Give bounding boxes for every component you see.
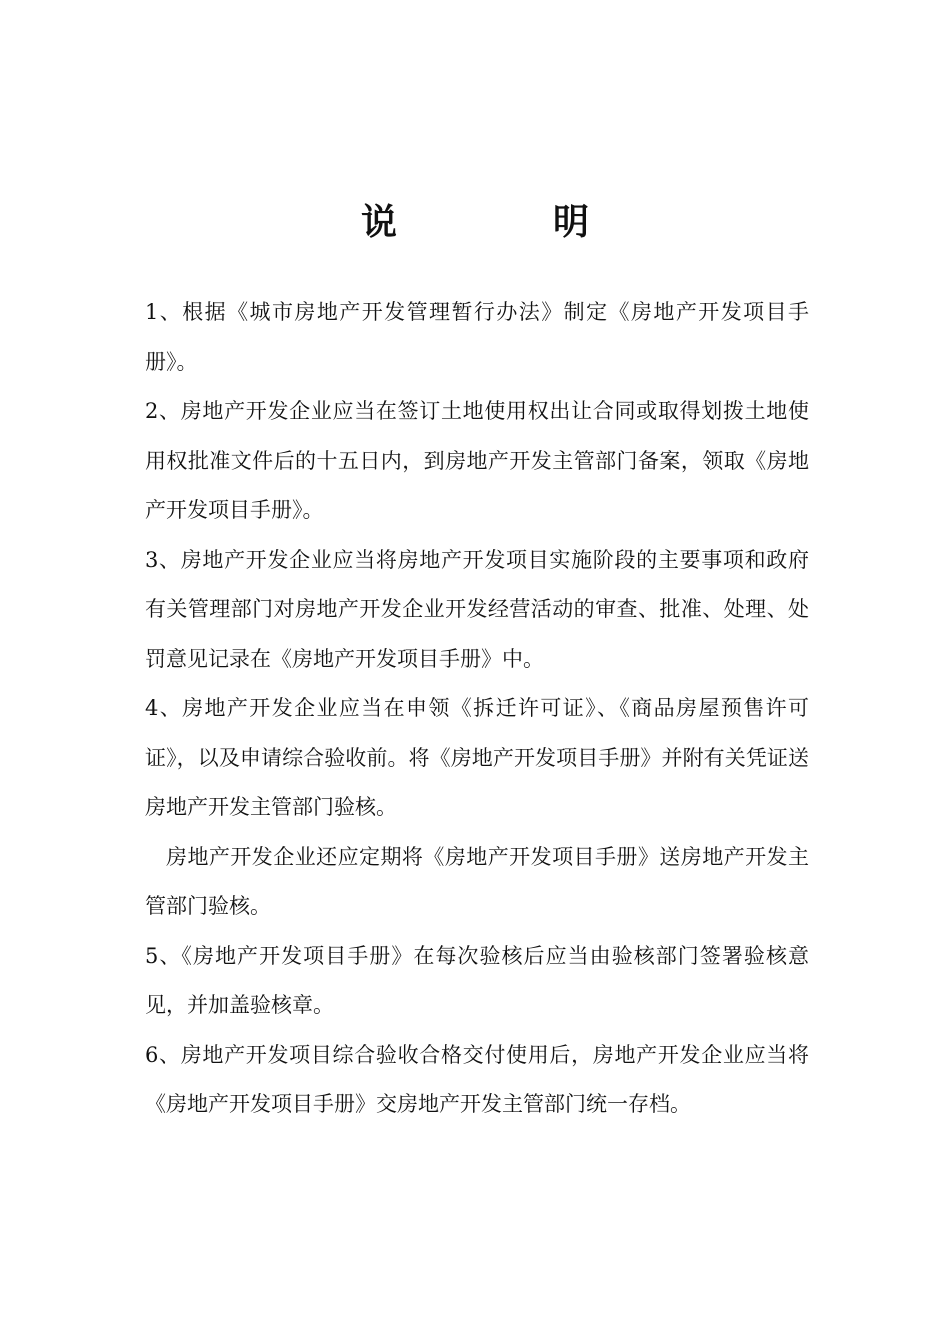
paragraph-6: 6、房地产开发项目综合验收合格交付使用后，房地产开发企业应当将《房地产开发项目手册》交房地产开发主管部门统一存档。: [145, 1042, 809, 1116]
paragraph-2: 2、房地产开发企业应当在签订土地使用权出让合同或取得划拨土地使用权批准文件后的十五日内，到房地产开发主管部门备案，领取《房地产开发项目手册》。: [145, 399, 809, 522]
paragraph-5: 5、《房地产开发项目手册》在每次验核后应当由验核部门签署验核意见，并加盖验核章。: [145, 943, 809, 1017]
paragraph-3: 3、房地产开发企业应当将房地产开发项目实施阶段的主要事项和政府有关管理部门对房地产开发企业开发经营活动的审查、批准、处理、处罚意见记录在《房地产开发项目手册》中。: [145, 547, 809, 671]
paragraph-4: 4、房地产开发企业应当在申领《拆迁许可证》、《商品房屋预售许可证》，以及申请综合验收前。将《房地产开发项目手册》并附有关凭证送房地产开发主管部门验核。: [145, 696, 809, 819]
paragraph-1: 1、根据《城市房地产开发管理暂行办法》制定《房地产开发项目手册》。: [145, 300, 809, 374]
paragraph-4-supplement: 房地产开发企业还应定期将《房地产开发项目手册》送房地产开发主管部门验核。: [145, 844, 809, 918]
document-body: [145, 288, 809, 1130]
page-title: 说 明: [360, 202, 649, 243]
